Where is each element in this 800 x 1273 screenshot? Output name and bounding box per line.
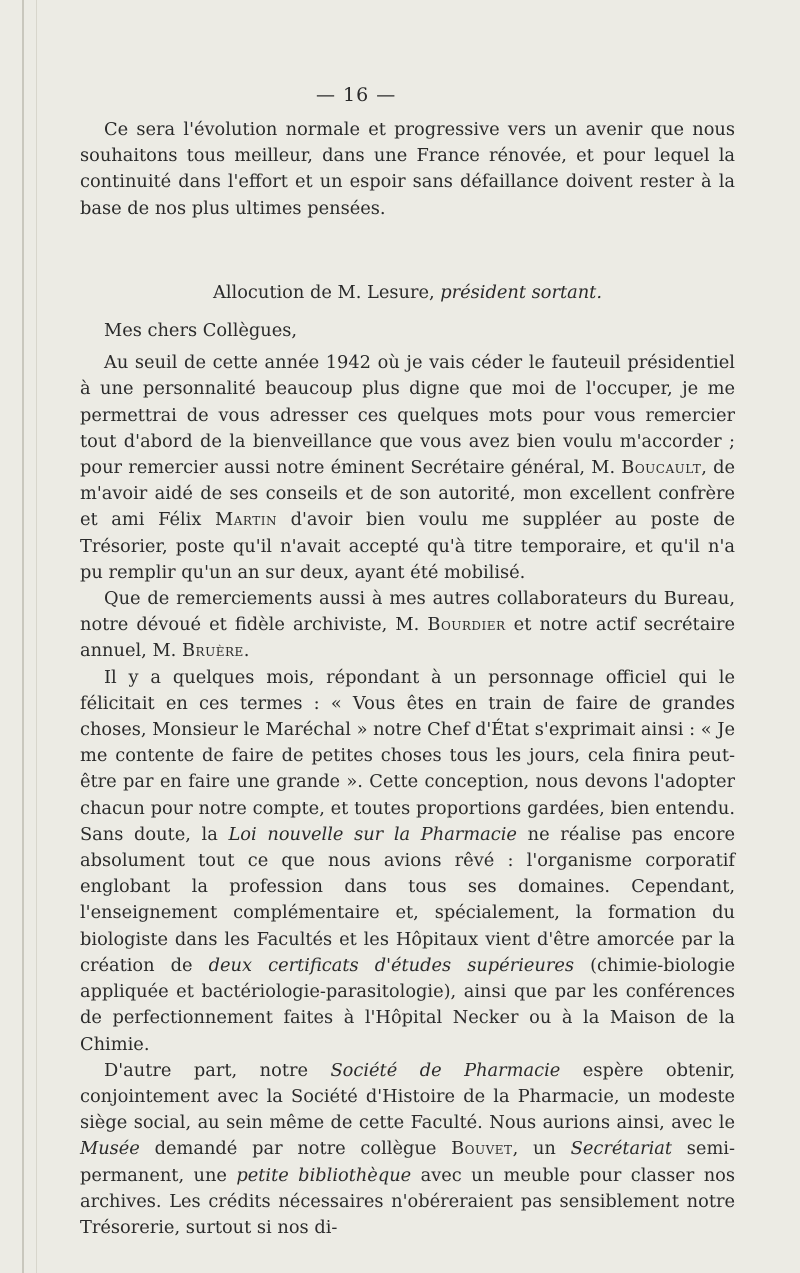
p1-text-b: , de m'avoir aidé de ses conseils et de son autorité, mon excellent confrère et ami Félix bbox=[80, 457, 735, 531]
p4-text-e: semi-permanent, une bbox=[80, 1138, 735, 1186]
name-bourdier: Bourdier bbox=[427, 614, 506, 636]
page-number: — 16 — bbox=[316, 84, 397, 106]
p4-em-societe: Société de Pharmacie bbox=[330, 1059, 561, 1081]
p4-text-b: espère obtenir, conjointement avec la Société d'Histoire de la Pharmacie, un modeste siège social, au sein même de cette Faculté. Nous aurions ainsi, avec le bbox=[80, 1059, 735, 1134]
p3-text-a: Il y a quelques mois, répondant à un personnage officiel qui le félicitait en ces termes : « Vous êtes en train de faire de grandes choses, Monsieur le Maréchal » notre Chef d'État s'exprimait ainsi : « Je me contente de faire de petites choses tous les jours, cela finira peut-être par en faire une grande ». Cette conception, nous devons l'adopter chacun pour notre compte, et toutes proportions gardées, bien entendu. Sans doute, la bbox=[80, 666, 735, 845]
paragraph-2 bbox=[80, 586, 735, 665]
p1-text-a: Au seuil de cette année 1942 où je vais céder le fauteuil présidentiel à une personnalité beaucoup plus digne que moi de l'occuper, je me permettrai de vous adresser ces quelques mots pour vous remercier tout d'abord de la bienveillance que vous avez bien voulu m'accorder ; pour remercier aussi notre éminent Secrétaire général, M. bbox=[80, 352, 735, 479]
name-bruere: Bruère bbox=[181, 640, 244, 662]
heading-role: président sortant. bbox=[440, 281, 602, 303]
paragraph-4 bbox=[80, 1058, 735, 1241]
p2-text-c: . bbox=[243, 640, 250, 662]
p3-text-c: (chimie-biologie appliquée et bactériologie-parasitologie), ainsi que par les conférences de perfectionnement faites à l'Hôpital Necker ou à la Maison de la Chimie. bbox=[80, 954, 735, 1055]
name-bouvet: Bouvet bbox=[451, 1138, 513, 1160]
heading-prefix: Allocution de M. Lesure, bbox=[213, 281, 435, 303]
p4-text-c: demandé par notre collègue bbox=[139, 1138, 452, 1160]
p1-text-c: d'avoir bien voulu me suppléer au poste de Trésorier, poste qu'il n'avait accepté qu'à titre temporaire, et qu'il n'a pu remplir qu'un an sur deux, ayant été mobilisé. bbox=[80, 509, 735, 583]
p3-text-b: ne réalise pas encore absolument tout ce que nous avions rêvé : l'organisme corporatif englobant la profession dans tous ses domaines. Cependant, l'enseignement complémentaire et, spécialement, la formation du biologiste dans les Facultés et les Hôpitaux vient d'être amorcée par la création de bbox=[80, 823, 735, 976]
p2-text-a: Que de remerciements aussi à mes autres collaborateurs du Bureau, notre dévoué et fidèle archiviste, M. bbox=[80, 588, 735, 636]
salutation: Mes chers Collègues, bbox=[104, 320, 298, 342]
name-boucault: Boucault bbox=[621, 457, 702, 479]
paragraph-3 bbox=[80, 665, 735, 1058]
section-heading bbox=[80, 280, 735, 306]
p3-em-certificats: deux certificats d'études supérieures bbox=[208, 954, 575, 976]
binding-edge-inner bbox=[36, 0, 37, 1273]
paragraph-1 bbox=[80, 350, 735, 586]
p2-text-b: et notre actif secrétaire annuel, M. bbox=[80, 614, 735, 662]
binding-edge bbox=[22, 0, 24, 1273]
p4-text-d: , un bbox=[512, 1138, 571, 1160]
p4-em-bibliotheque: petite bibliothèque bbox=[236, 1164, 412, 1186]
name-martin: Martin bbox=[215, 509, 277, 531]
p4-em-secretariat: Secrétariat bbox=[570, 1138, 673, 1160]
p3-em-loi: Loi nouvelle sur la Pharmacie bbox=[228, 823, 517, 845]
p4-text-a: D'autre part, notre bbox=[104, 1059, 331, 1081]
intro-paragraph: Ce sera l'évolution normale et progressive vers un avenir que nous souhaitons tous meilleur, dans une France rénovée, et pour lequel la continuité dans l'effort et un espoir sans défaillance doivent rester à la base de nos plus ultimes pensées. bbox=[80, 119, 735, 219]
document-page bbox=[80, 80, 735, 1241]
p4-text-f: avec un meuble pour classer nos archives. Les crédits nécessaires n'obéreraient pas sensiblement notre Trésorerie, surtout si nos di- bbox=[80, 1164, 735, 1238]
p4-em-musee: Musée bbox=[80, 1138, 140, 1160]
